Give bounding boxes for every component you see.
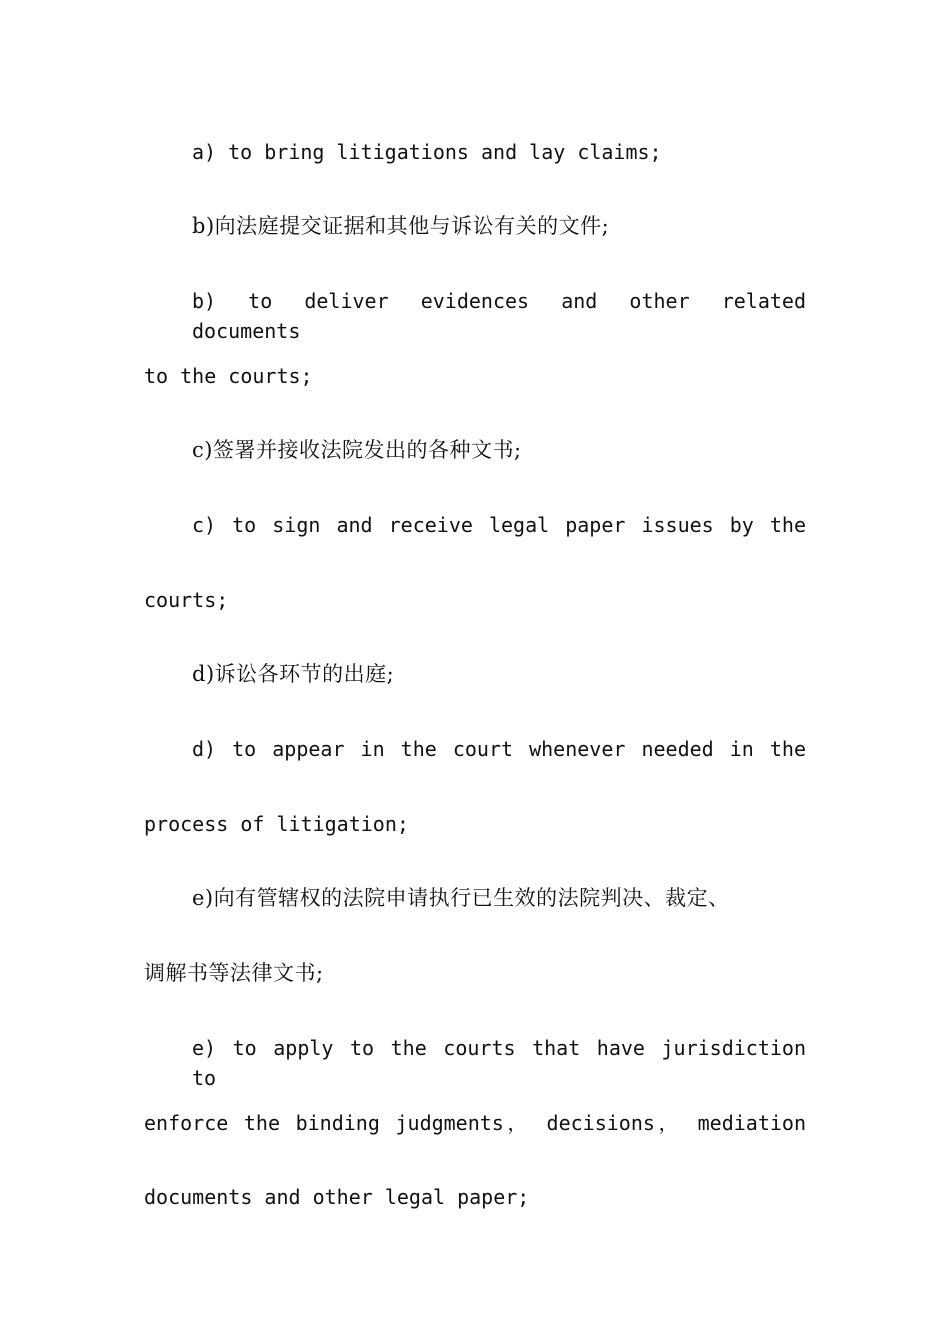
- paragraph-b-english-line1: b) to deliver evidences and other related documents: [192, 289, 806, 343]
- paragraph-c-english-line2: courts;: [144, 588, 229, 612]
- paragraph-d-english-line1: d) to appear in the court whenever needed in the: [192, 737, 806, 761]
- paragraph-e-english-line2: enforce the binding judgments， decisions， mediation: [144, 1111, 806, 1135]
- paragraph-c-chinese: c)签署并接收法院发出的各种文书;: [192, 438, 522, 462]
- paragraph-d-chinese: d)诉讼各环节的出庭;: [192, 662, 395, 686]
- paragraph-b-chinese: b)向法庭提交证据和其他与诉讼有关的文件;: [192, 214, 610, 238]
- paragraph-e-chinese-line1: e)向有管辖权的法院申请执行已生效的法院判决、裁定、: [192, 886, 730, 910]
- paragraph-e-english-line1: e) to apply to the courts that have jurisdiction to: [192, 1036, 806, 1090]
- paragraph-a-english: a) to bring litigations and lay claims;: [192, 140, 662, 164]
- paragraph-d-english-line2: process of litigation;: [144, 812, 409, 836]
- paragraph-c-english-line1: c) to sign and receive legal paper issues by the: [192, 513, 806, 537]
- paragraph-b-english-line2: to the courts;: [144, 364, 313, 388]
- paragraph-e-chinese-line2: 调解书等法律文书;: [144, 961, 324, 985]
- paragraph-e-english-line3: documents and other legal paper;: [144, 1185, 530, 1209]
